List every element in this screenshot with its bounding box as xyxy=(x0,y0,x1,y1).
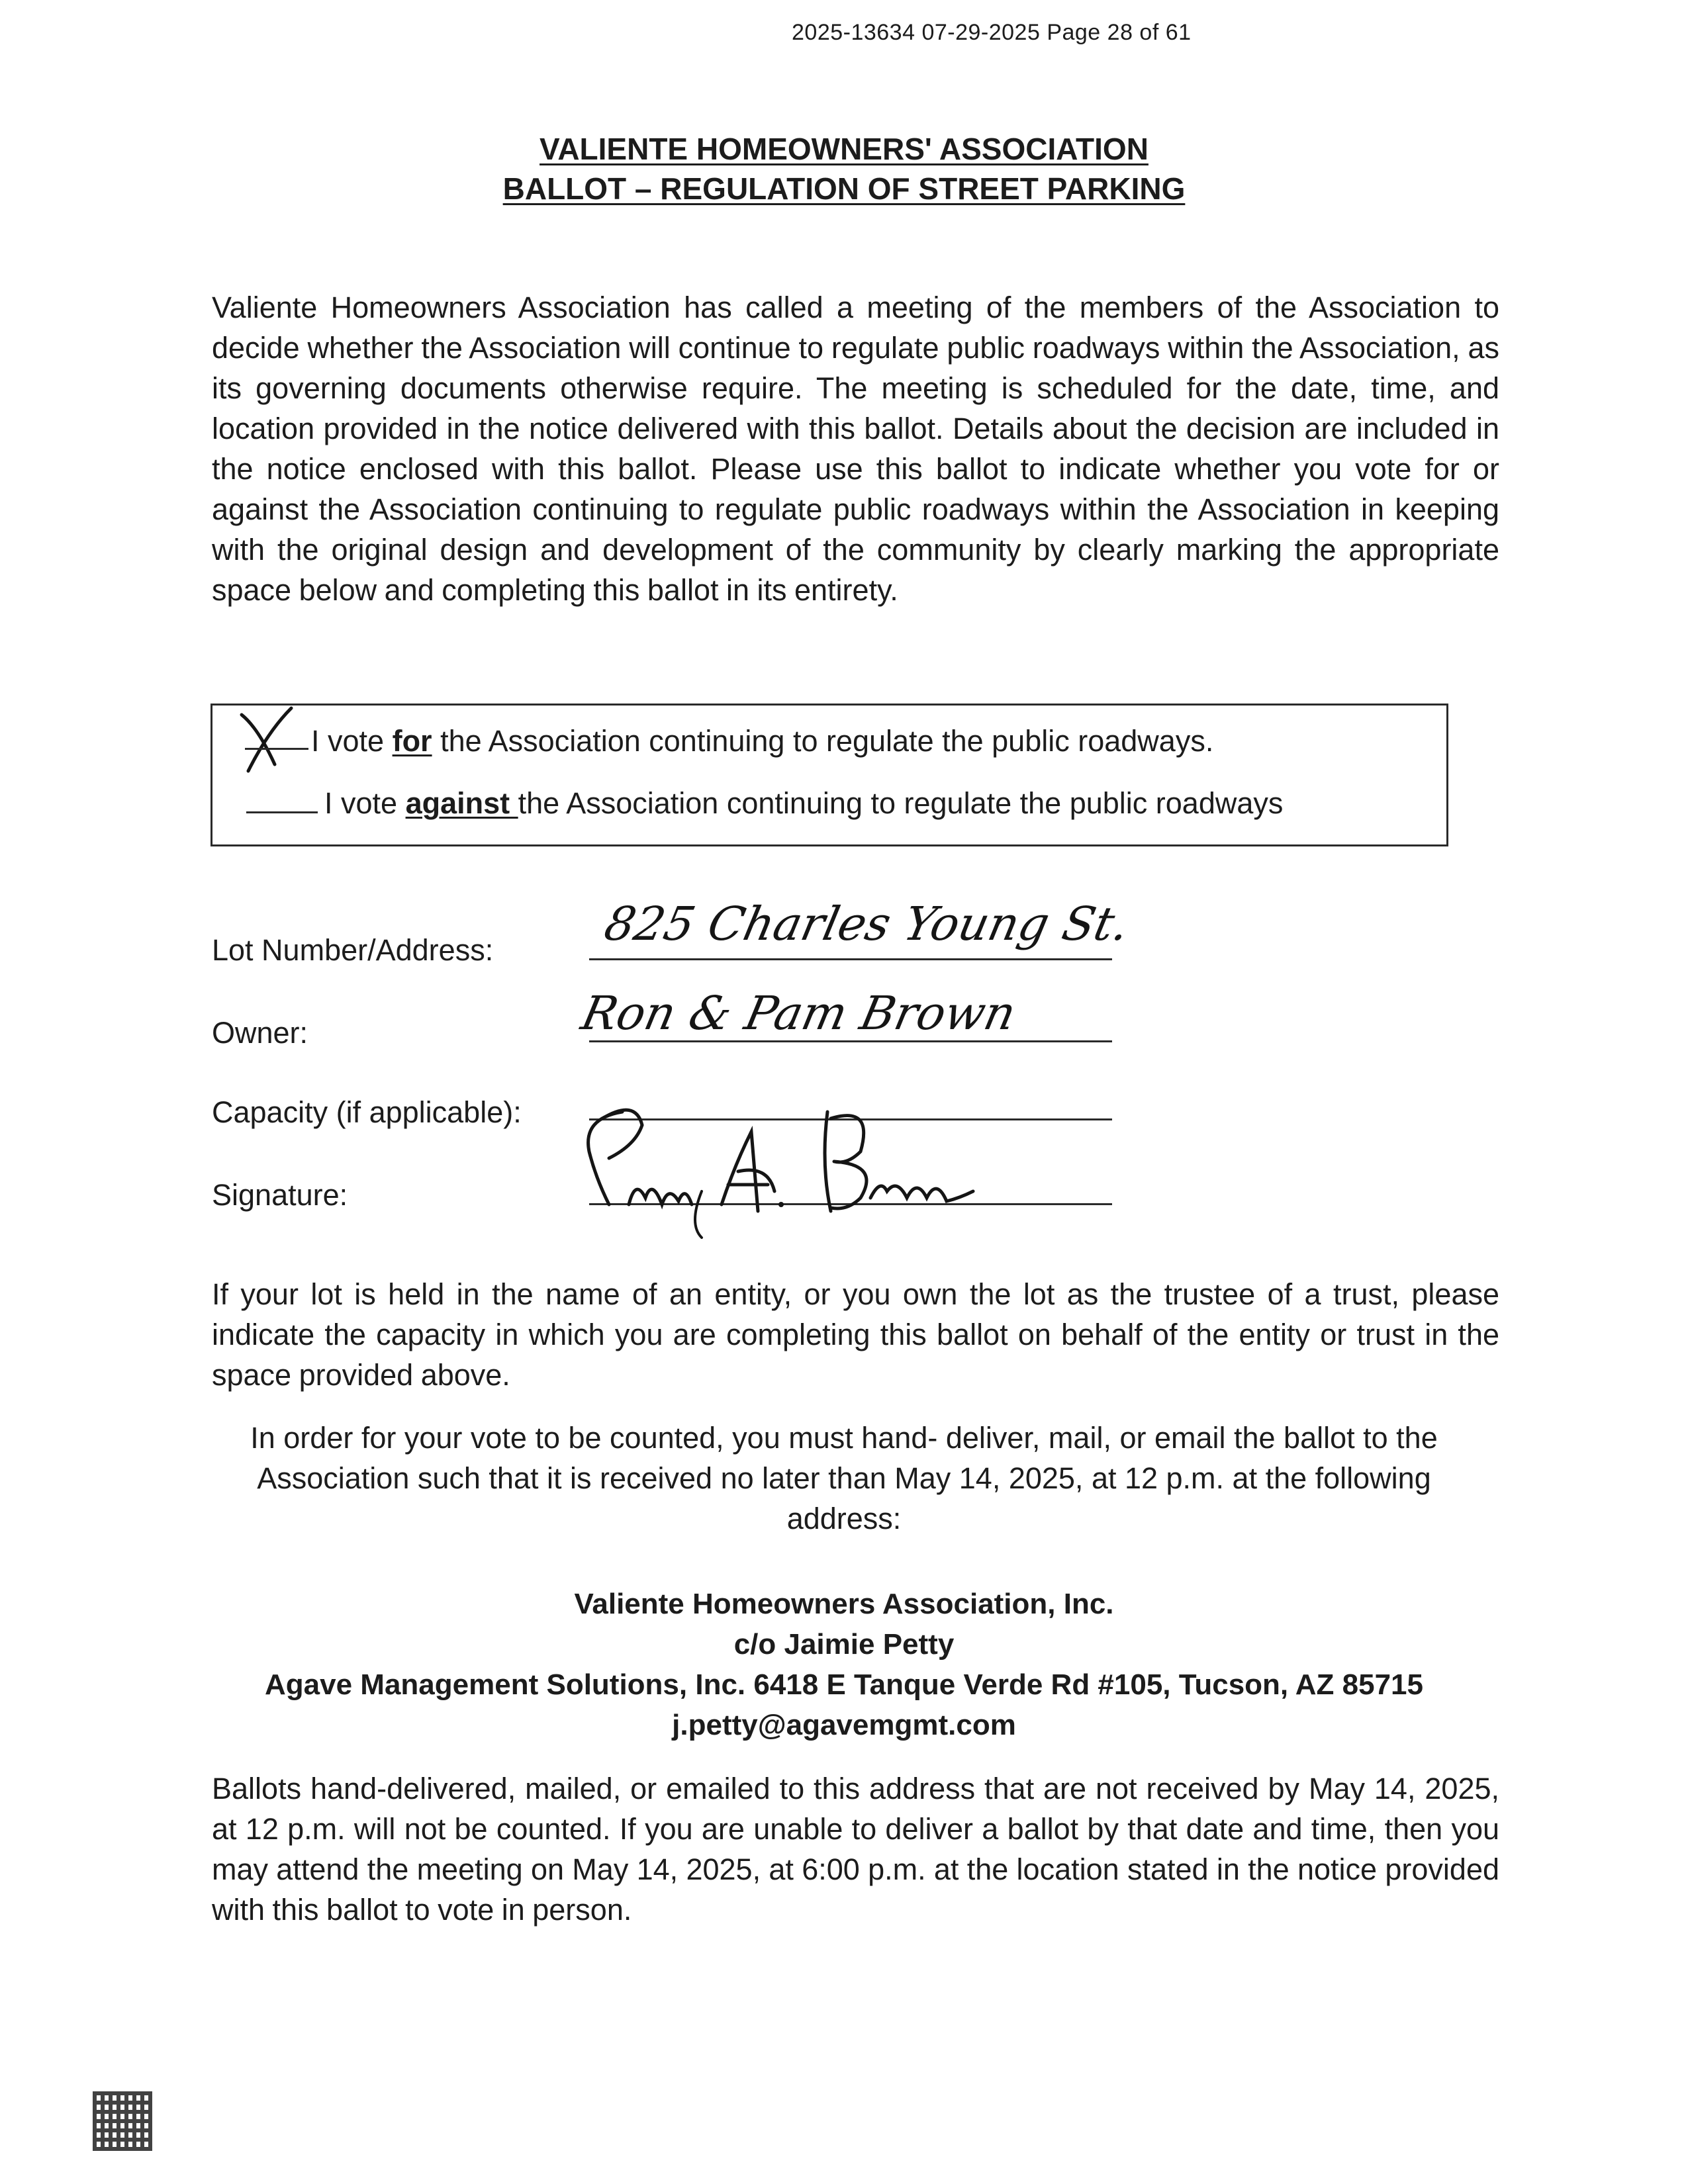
address-field[interactable] xyxy=(589,958,1112,960)
signature-label: Signature: xyxy=(212,1178,348,1212)
vote-for-underline xyxy=(245,748,308,750)
vote-against-text: the Association continuing to regulate the public roadways xyxy=(518,786,1284,820)
vote-for-text: the Association continuing to regulate the public roadways. xyxy=(432,724,1214,758)
vote-for-mark xyxy=(228,702,301,774)
address-label: Lot Number/Address: xyxy=(212,933,494,967)
address-block-email: j.petty@agavemgmt.com xyxy=(672,1709,1016,1741)
vote-against-prefix: I vote xyxy=(324,786,406,820)
ballot-title: BALLOT – REGULATION OF STREET PARKING xyxy=(502,171,1186,206)
owner-field[interactable] xyxy=(589,1040,1112,1042)
vote-against-blank[interactable] xyxy=(246,811,318,813)
association-title: VALIENTE HOMEOWNERS' ASSOCIATION xyxy=(539,132,1149,166)
address-block-attention: c/o Jaimie Petty xyxy=(733,1628,955,1661)
address-block-street: Agave Management Solutions, Inc. 6418 E Tanque Verde Rd #105, Tucson, AZ 85715 xyxy=(265,1668,1423,1701)
capacity-label: Capacity (if applicable): xyxy=(212,1095,522,1129)
signature-handwritten xyxy=(569,1092,993,1244)
owner-label: Owner: xyxy=(212,1016,308,1050)
address-block-name: Valiente Homeowners Association, Inc. xyxy=(574,1588,1114,1620)
entity-note: If your lot is held in the name of an entity, or you own the lot as the trustee of a trust, please indicate the capacity in which you are completing this ballot on behalf of the entity or trust in the space provided above. xyxy=(212,1277,1499,1392)
intro-paragraph: Valiente Homeowners Association has called a meeting of the members of the Association to decide whether the Association will continue to regulate public roadways within the Association, as its governing documents otherwise require. The meeting is scheduled for the date, time, and location provided in the notice delivered with this ballot. Details about the decision are included in the notice enclosed with this ballot. Please use this ballot to indicate whether you vote for or against the Association continuing to regulate public roadways within the Association in keeping with the original design and development of the community by clearly marking the appropriate space below and completing this ballot in its entirety. xyxy=(212,291,1499,607)
vote-for-emphasis: for xyxy=(392,724,432,758)
vote-for-prefix: I vote xyxy=(311,724,393,758)
delivery-note: In order for your vote to be counted, you must hand- deliver, mail, or email the ballot to the Association such that it is received no later than May 14, 2025, at 12 p.m. at the following address: xyxy=(250,1421,1438,1535)
vote-for-option[interactable] xyxy=(311,724,1213,758)
owner-handwritten: Ron & Pam Brown xyxy=(577,986,1021,1040)
vote-against-option[interactable] xyxy=(324,786,1283,821)
vote-against-emphasis: against xyxy=(405,786,518,820)
recording-stamp: 2025-13634 07-29-2025 Page 28 of 61 xyxy=(792,20,1192,45)
deadline-note: Ballots hand-delivered, mailed, or emailed to this address that are not received by May 14, 2025, at 12 p.m. will not be counted. If you are unable to deliver a ballot by that date and time, then you may attend the meeting on May 14, 2025, at 6:00 p.m. at the location stated in the notice provided with this ballot to vote in person. xyxy=(212,1772,1499,1927)
address-handwritten: 825 Charles Young St. xyxy=(600,897,1135,951)
qr-code-icon xyxy=(93,2091,152,2151)
